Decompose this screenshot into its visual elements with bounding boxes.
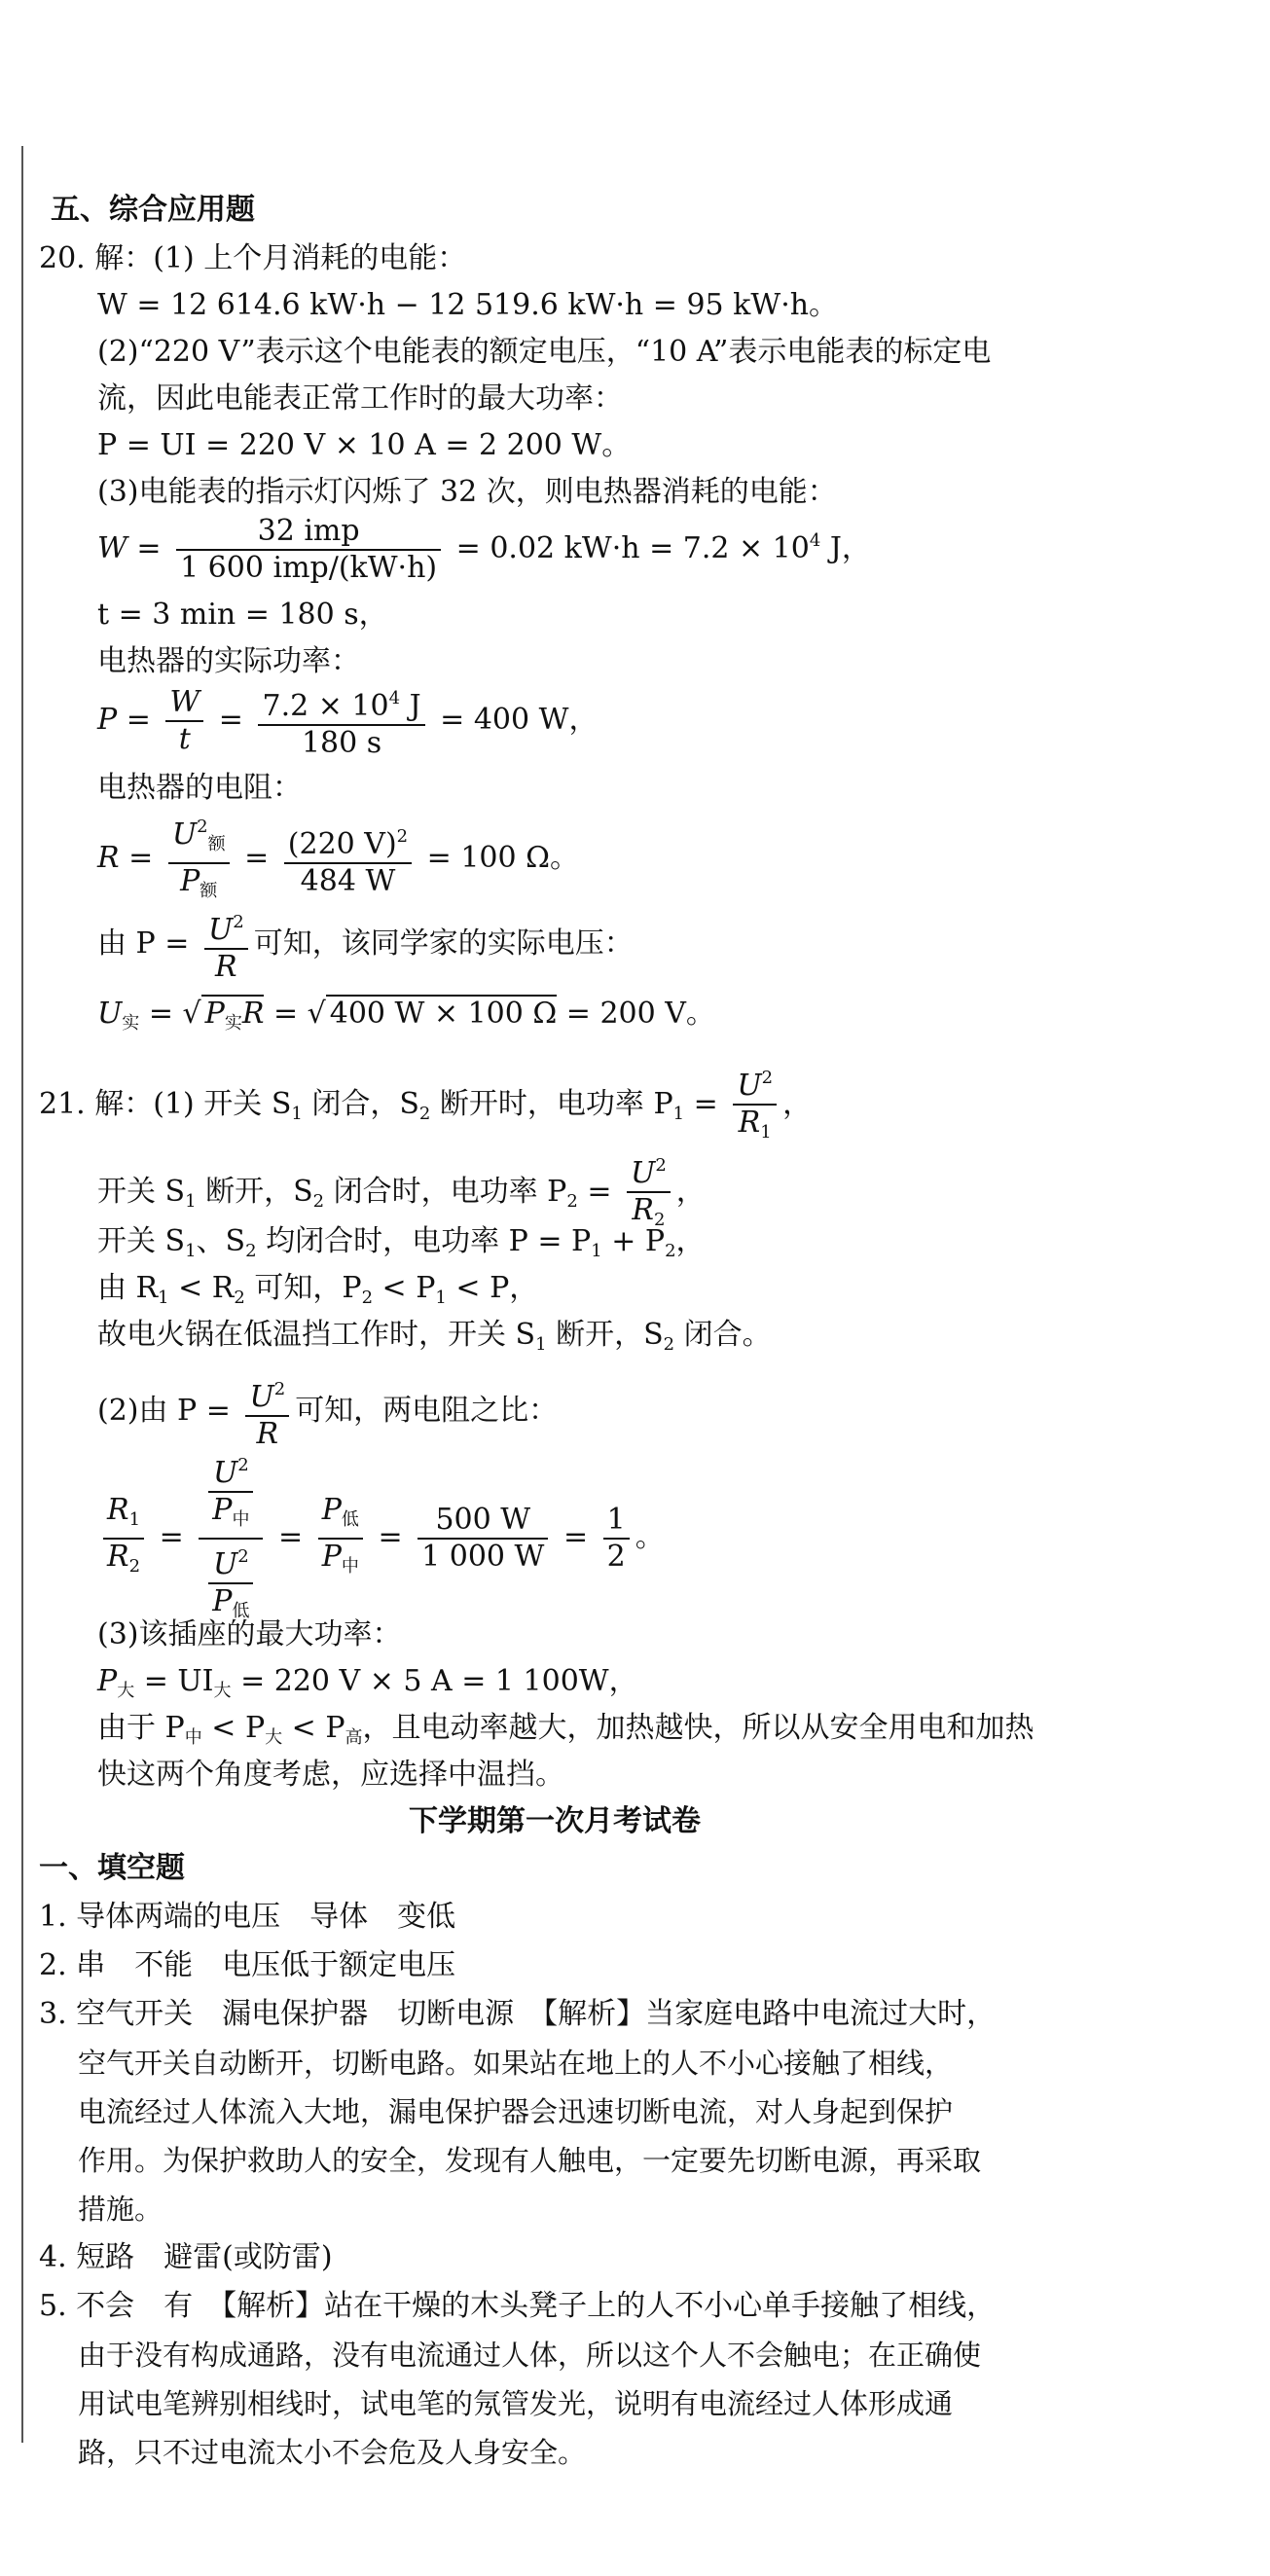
fill-item: 3. 空气开关 漏电保护器 切断电源 【解析】当家庭电路中电流过大时， — [39, 1997, 997, 2031]
q21-line7: (3)该插座的最大功率： — [97, 1617, 402, 1651]
fill-item-continued: 用试电笔辨别相线时，试电笔的氖管发光，说明有电流经过人体形成通 — [78, 2387, 954, 2420]
q20-time: t = 3 min = 180 s， — [97, 598, 388, 632]
q21-line6: (2)由 P = $\frac{U^2}{R}$ 可知，两电阻之比： — [97, 1372, 558, 1452]
fill-item-continued: 作用。为保护救助人的安全，发现有人触电，一定要先切断电源，再采取 — [78, 2144, 982, 2177]
exam-title: 下学期第一次月考试卷 — [409, 1804, 701, 1838]
q20-energy-calc: W = 12 614.6 kW·h − 12 519.6 kW·h = 95 kW·h。 — [97, 288, 839, 322]
q21-line10: 快这两个角度考虑，应选择中温挡。 — [97, 1758, 564, 1792]
section-heading-5: 五、综合应用题 — [51, 193, 255, 227]
fill-item-continued: 路，只不过电流太小不会危及人身安全。 — [78, 2436, 587, 2469]
fill-item-continued: 空气开关自动断开，切断电路。如果站在地上的人不小心接触了相线， — [78, 2047, 954, 2080]
q20-voltage-text: 由 P = $\frac{U^2}{R}$ 可知，该同学家的实际电压： — [97, 905, 634, 985]
fill-item: 5. 不会 有 【解析】站在干燥的木头凳子上的人不小心单手接触了相线， — [39, 2289, 997, 2323]
q21-line2: 开关 $S_1$ 断开，$S_2$ 闭合时，电功率 $P_2$ = $\frac{U^2}{R_2}$ ， — [97, 1148, 706, 1238]
q21-line1: 21. 解：(1) 开关 $S_1$ 闭合，$S_2$ 断开时，电功率 $P_1$ = $\frac{U^2}{R_1}$ ， — [39, 1061, 812, 1150]
fill-item-continued: 由于没有构成通路，没有电流通过人体，所以这个人不会触电；在正确使 — [78, 2339, 982, 2372]
q20-intro: 20. 解：(1) 上个月消耗的电能： — [39, 241, 467, 275]
q21-ratio-formula: $\frac{R_1}{R_2}$ = $\frac{\frac{U^2}{P_中}}{\frac{U^2}{P_低}}$ = $\frac{P_低}{P_中}$ = $\frac{500 W}{1 000 W}$ = $\frac{1}{2}$ 。 — [97, 1448, 665, 1629]
q21-line3: 开关 $S_1$、$S_2$ 均闭合时，电功率 $P = P_1 + P_2$， — [97, 1224, 706, 1261]
fill-item-continued: 措施。 — [78, 2193, 163, 2226]
q20-part2-line1: (2)“220 V”表示这个电能表的额定电压，“10 A”表示电能表的标定电 — [97, 335, 992, 369]
q20-energy-formula: W = $\frac{\text{32 imp}}{\text{1 600 imp/(kW·h)}}$ = 0.02 $kW\cdot h = 7.2 \times 10^4$ J， — [97, 514, 871, 585]
q20-pmax-calc: P = UI = 220 V × 10 A = 2 200 W。 — [97, 428, 632, 462]
q20-part3-line1: (3)电能表的指示灯闪烁了 32 次，则电热器消耗的电能： — [97, 475, 837, 509]
q20-power-formula: P = $\frac{W}{t}$ = $\frac{7.2 \times 10^4 J}{180 s}$ = 400 W， — [97, 681, 598, 761]
fill-item: 1. 导体两端的电压 导体 变低 — [39, 1900, 456, 1934]
section-heading-1: 一、填空题 — [39, 1851, 185, 1885]
fill-item: 2. 串 不能 电压低于额定电压 — [39, 1948, 456, 1982]
q20-part2-line2: 流，因此电能表正常工作时的最大功率： — [97, 381, 623, 416]
q21-line9: 由于 $P_中 < P_大 < P_高$，且电动率越大，加热越快，所以从安全用电和加热 — [97, 1711, 1034, 1748]
fill-item: 4. 短路 避雷(或防雷) — [39, 2240, 333, 2274]
q20-actual-power-label: 电热器的实际功率： — [97, 644, 360, 678]
binding-margin-line — [21, 146, 23, 2443]
q20-voltage-calc: $U_实$ = √ $P_实R$ = √ 400 W × 100 Ω = 200 V。 — [97, 997, 715, 1034]
q21-line4: 由 $R_1 < R_2$ 可知，$P_2 < P_1 < P$， — [97, 1271, 539, 1308]
q20-resistance-formula: R = $\frac{U^2_额}{P_额}$ = $\frac{(220 V)^2}{484 W}$ = 100 Ω。 — [97, 810, 579, 909]
q21-line8: $P_大 = UI_大 = 220$ V × 5 A = 1 100W， — [97, 1664, 638, 1701]
q20-resistance-label: 电热器的电阻： — [97, 771, 302, 805]
fill-item-continued: 电流经过人体流入大地，漏电保护器会迅速切断电流，对人身起到保护 — [78, 2095, 954, 2128]
q21-line5: 故电火锅在低温挡工作时，开关 $S_1$ 断开，$S_2$ 闭合。 — [97, 1318, 772, 1355]
